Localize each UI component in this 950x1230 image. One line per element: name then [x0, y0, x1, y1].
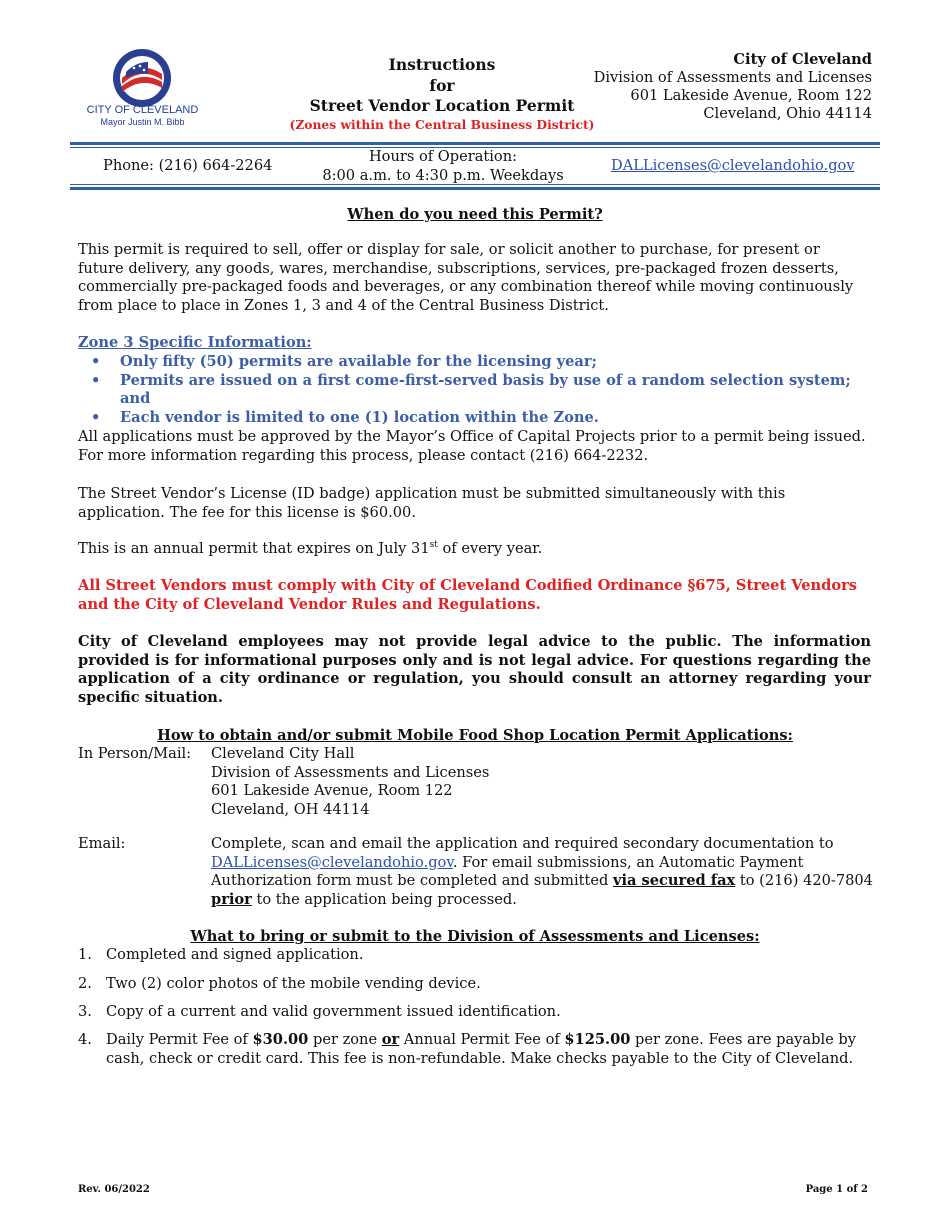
- hours-value: 8:00 a.m. to 4:30 p.m. Weekdays: [322, 166, 564, 184]
- zone3-bullet-text: Only fifty (50) permits are available for the licensing year;: [120, 353, 597, 370]
- org-address: [594, 51, 872, 123]
- page-number: Page 1 of 2: [805, 1184, 868, 1195]
- email-line-3-text: Authorization form must be completed and submitted: [211, 872, 613, 890]
- approval-paragraph: All applications must be approved by the Mayor’s Office of Capital Projects prior to a permit being issued. For more information regarding this process, please contact (216) 664-2232.: [78, 428, 866, 464]
- fee-text: Daily Permit Fee of: [106, 1031, 253, 1048]
- hours-label: Hours of Operation:: [368, 148, 518, 165]
- zone3-heading: Zone 3 Specific Information:: [78, 334, 312, 351]
- email-line-4: [211, 891, 876, 910]
- bring-item: 4. Daily Permit Fee of $30.00 per zone or Annual Permit Fee of $125.00 per zone. Fees are payable by cash, check or credit card. This fee is non-refundable. Make checks payable to the City of Cleveland.: [78, 1031, 878, 1068]
- email-line-2: [211, 854, 876, 873]
- email-line-3: [211, 872, 876, 891]
- email-instructions: [211, 835, 876, 909]
- fee-text: per zone. Fees are payable by cash, check or credit card. This fee is non-refundable. Make checks payable to the City of Cleveland.: [106, 1031, 856, 1067]
- zone3-bullet: • Permits are issued on a first come-first-served basis by use of a random selection system; and: [91, 371, 851, 408]
- org-street: 601 Lakeside Avenue, Room 122: [630, 87, 872, 104]
- fee-text: Annual Permit Fee of: [399, 1031, 565, 1048]
- address-line: 601 Lakeside Avenue, Room 122: [211, 782, 453, 800]
- submit-heading: How to obtain and/or submit Mobile Food Shop Location Permit Applications:: [157, 727, 793, 744]
- annual-text-end: of every year.: [437, 540, 543, 557]
- address-line: Cleveland City Hall: [211, 745, 355, 762]
- phone-number: Phone: (216) 664-2264: [103, 157, 273, 174]
- address-line: Cleveland, OH 44114: [211, 800, 370, 818]
- bring-item-text: Two (2) color photos of the mobile vending device.: [106, 975, 481, 992]
- bring-item: 1. Completed and signed application.: [78, 946, 878, 965]
- submit-email-link[interactable]: DALLicenses@clevelandohio.gov: [211, 853, 453, 871]
- title-line-3: Street Vendor Location Permit: [309, 96, 575, 115]
- comply-paragraph: All Street Vendors must comply with City of Cleveland Codified Ordinance §675, Street Vendors and the City of Cleveland Vendor Rules and Regulations.: [78, 577, 858, 613]
- email-line-4-text: to the application being processed.: [251, 890, 517, 908]
- zone3-bullet-text: Permits are issued on a first come-first-served basis by use of a random selection system; and: [120, 371, 851, 408]
- page-title: [282, 55, 602, 132]
- bring-item: 3. Copy of a current and valid government issued identification.: [78, 1003, 878, 1022]
- org-city: Cleveland, Ohio 44114: [703, 105, 872, 122]
- annual-paragraph: [78, 540, 868, 559]
- address-line: Division of Assessments and Licenses: [211, 763, 490, 781]
- bottom-rule: [70, 187, 880, 190]
- email-line-1: Complete, scan and email the application and required secondary documentation to: [211, 835, 834, 852]
- title-subtitle: (Zones within the Central Business District): [289, 116, 595, 132]
- zone3-bullet: • Each vendor is limited to one (1) location within the Zone.: [91, 408, 599, 426]
- when-heading: When do you need this Permit?: [347, 206, 603, 223]
- email-line-3-end: to (216) 420-7804: [735, 872, 873, 890]
- bring-item: 2. Two (2) color photos of the mobile vending device.: [78, 975, 878, 994]
- logo-mayor-name: Mayor Justin M. Bibb: [100, 117, 185, 127]
- mailing-address: [211, 745, 489, 819]
- annual-fee: $125.00: [564, 1031, 631, 1048]
- inperson-label: In Person/Mail:: [78, 745, 192, 762]
- daily-fee: $30.00: [252, 1031, 309, 1048]
- title-line-1: Instructions: [388, 55, 496, 74]
- email-link[interactable]: DALLicenses@clevelandohio.gov: [611, 157, 855, 174]
- bring-item-text: Copy of a current and valid government issued identification.: [106, 1003, 561, 1020]
- revision-date: Rev. 06/2022: [78, 1184, 150, 1195]
- zone3-list: [78, 353, 878, 427]
- badge-paragraph: The Street Vendor’s License (ID badge) application must be submitted simultaneously with this application. The fee for this license is $60.00.: [78, 485, 786, 521]
- email-label: Email:: [78, 835, 126, 852]
- seal-icon: [112, 48, 172, 108]
- city-seal: [112, 48, 172, 108]
- org-division: Division of Assessments and Licenses: [593, 69, 872, 86]
- bring-item-text: [106, 1031, 878, 1068]
- email-line-2-text: . For email submissions, an Automatic Payment: [452, 853, 804, 871]
- top-rule: [70, 142, 880, 145]
- secured-fax-emphasis: via secured fax: [612, 872, 736, 890]
- title-line-2: for: [429, 75, 455, 95]
- when-paragraph: This permit is required to sell, offer or display for sale, or solicit another to purchase, for present or future delivery, any goods, wares, merchandise, subscriptions, services, pre-packaged frozen desserts, commercially pre-packaged foods and beverages, or any combination thereof while moving continuously from place to place in Zones 1, 3 and 4 of the Central Business District.: [78, 241, 854, 314]
- org-name: City of Cleveland: [733, 51, 872, 68]
- bring-item-text: Completed and signed application.: [106, 946, 364, 963]
- zone3-bullet-text: Each vendor is limited to one (1) location within the Zone.: [120, 408, 599, 426]
- bottom-rule-thin: [70, 184, 880, 185]
- fee-text: per zone: [308, 1031, 382, 1048]
- legal-disclaimer: City of Cleveland employees may not provide legal advice to the public. The information provided is for informational purposes only and is not legal advice. For questions regarding the application of a city ordinance or regulation, you should consult an attorney regarding your specific situation.: [78, 633, 871, 706]
- logo-city-name: CITY OF CLEVELAND: [86, 104, 199, 116]
- annual-superscript: st: [429, 540, 438, 551]
- zone3-bullet: • Only fifty (50) permits are available for the licensing year;: [91, 353, 597, 370]
- annual-text: This is an annual permit that expires on July 31: [78, 540, 430, 557]
- or-emphasis: or: [381, 1031, 400, 1048]
- bring-heading: What to bring or submit to the Division of Assessments and Licenses:: [190, 928, 760, 945]
- prior-emphasis: prior: [211, 890, 252, 908]
- hours-of-operation: [318, 148, 568, 185]
